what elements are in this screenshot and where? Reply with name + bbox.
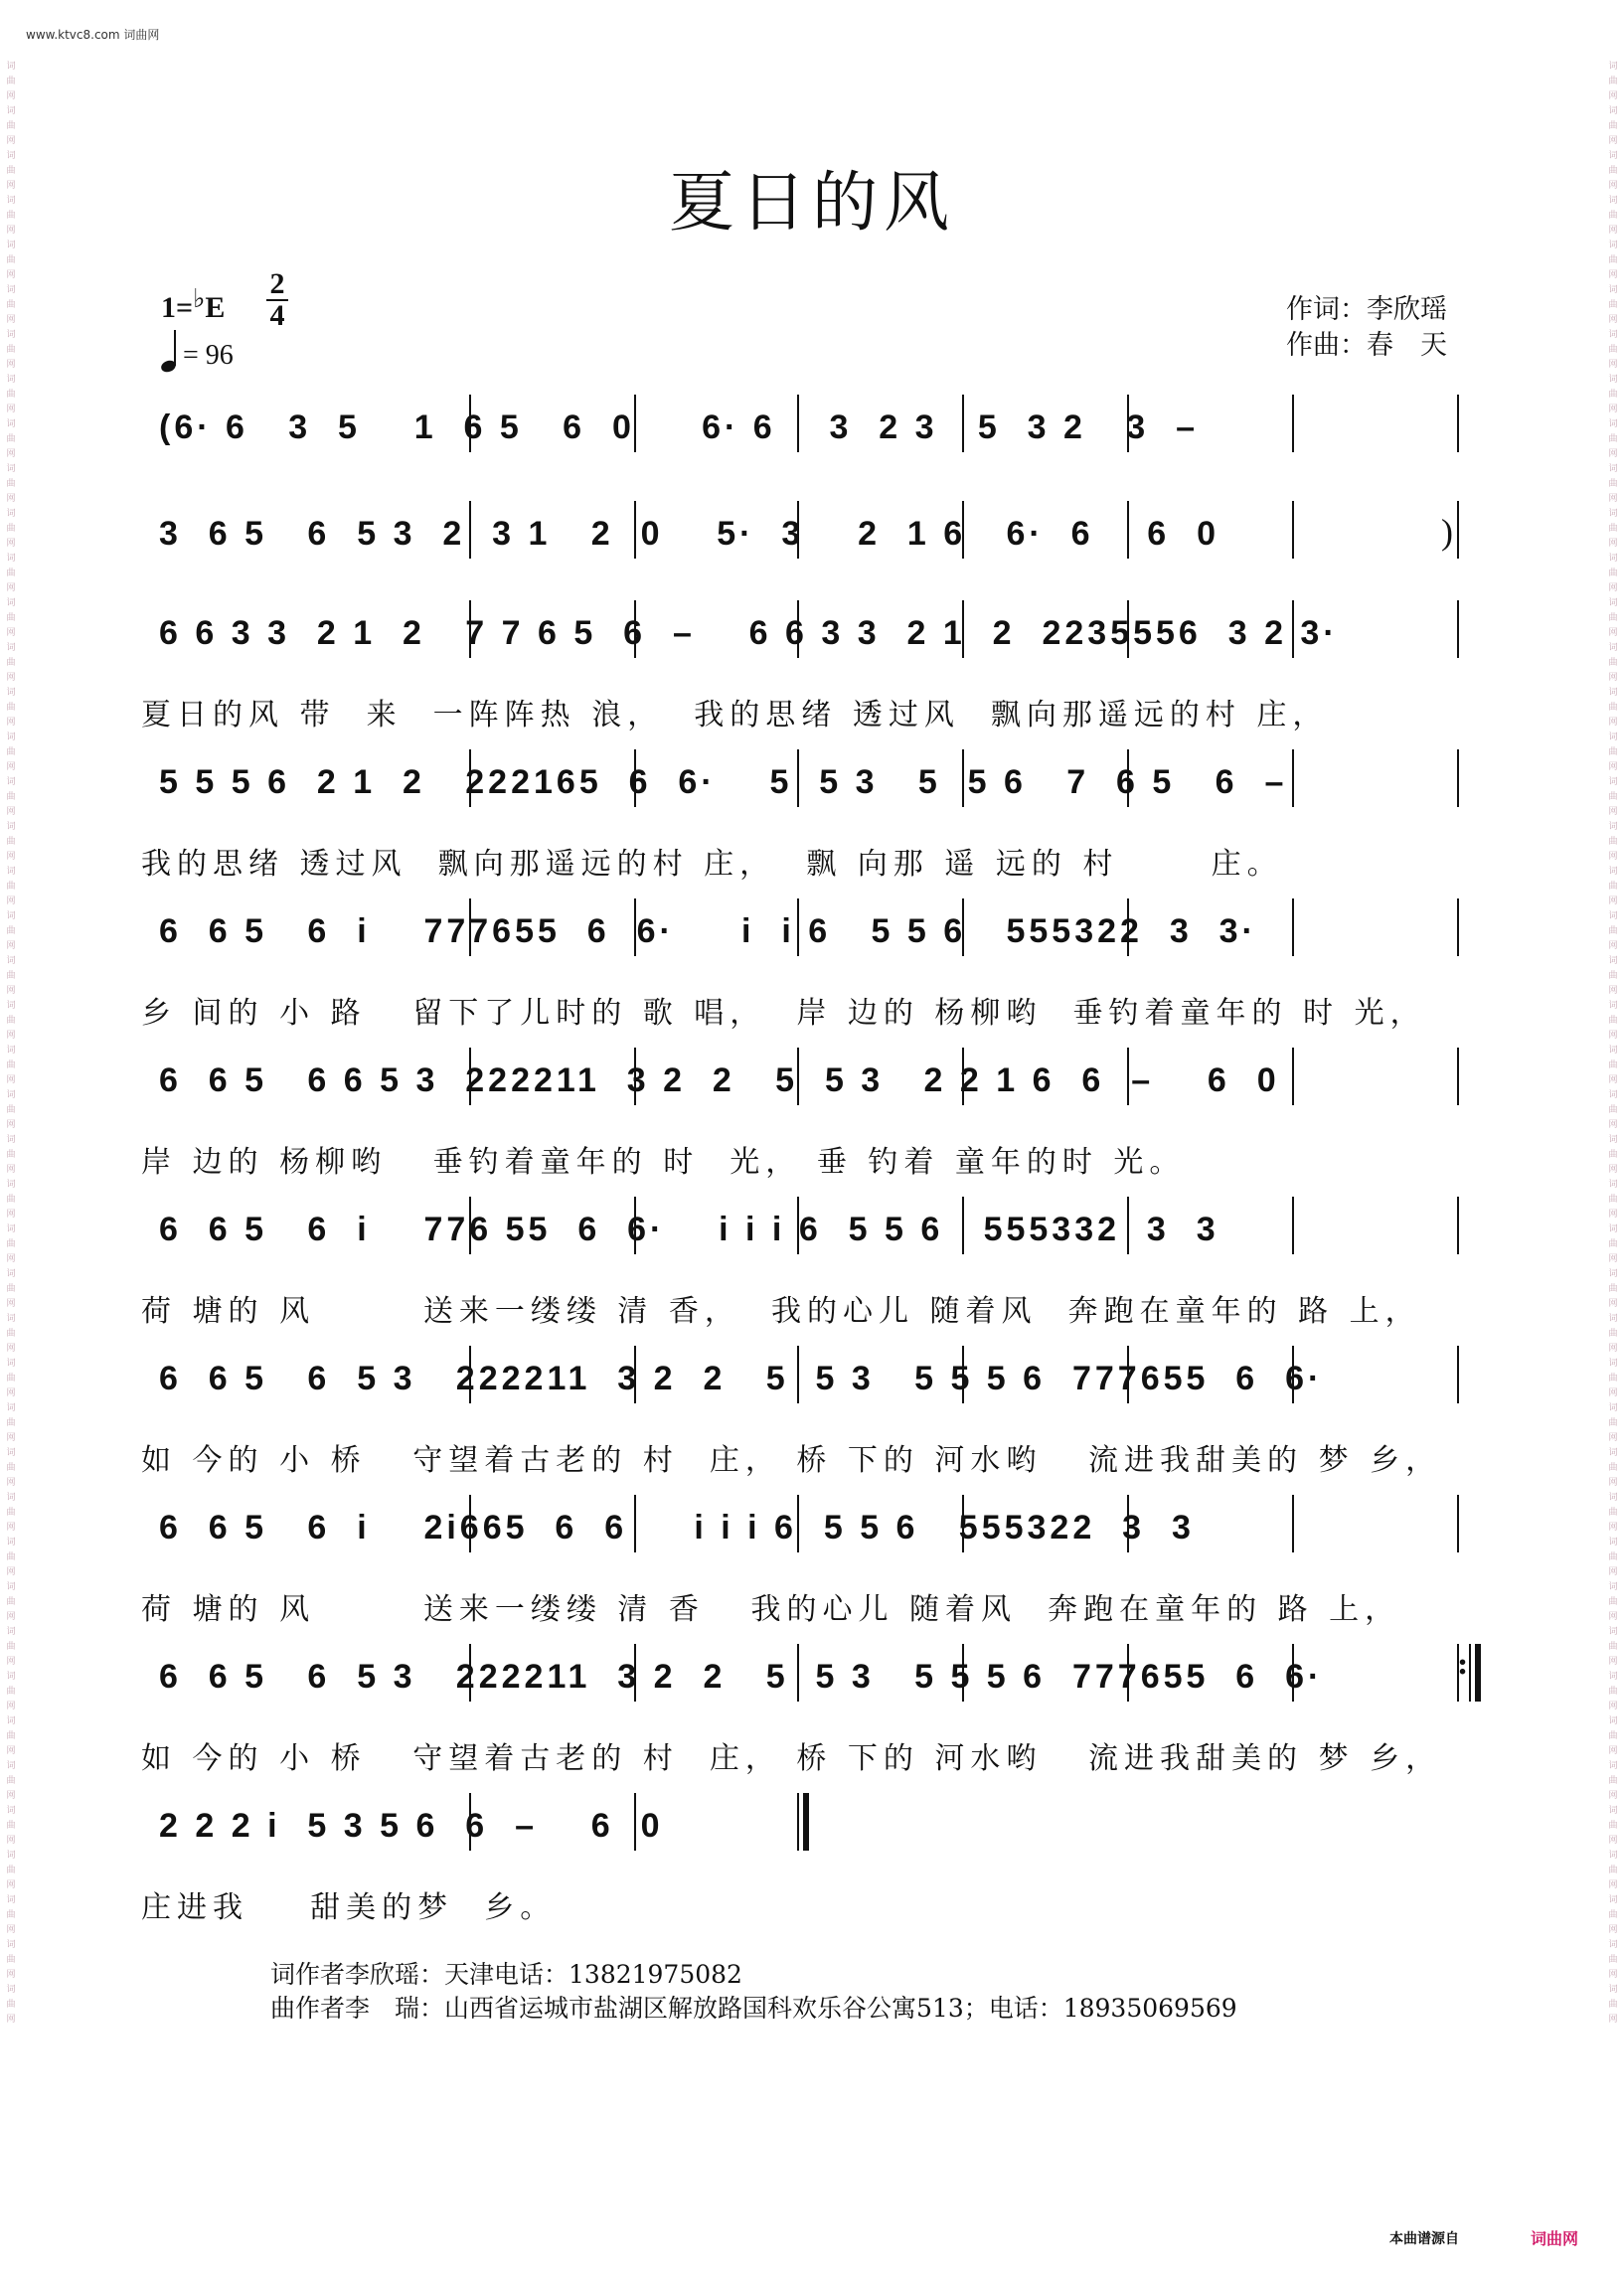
jianpu-notes: 3 6 5 6 5 3 2 3 1 2 0 5· 3 2 1 6 6· 6 6 0 [159,515,1220,553]
jianpu-notes: 6 6 5 6 i 777655 6 6· i i 6 5 5 6 555322 3 3· [159,912,1257,950]
song-title: 夏日的风 [669,164,955,241]
jianpu-notes: 6 6 5 6 6 5 3 222211 3 2 2 5 5 3 2 2 1 6 6 – 6 0 [159,1061,1280,1099]
lyrics-line: 荷 塘的 风 送来一缕缕 清 香， 我的心儿 随着风 奔跑在童年的 路 上， [141,1294,1421,1329]
footer-line-composer: 曲作者李 瑞：山西省运城市盐湖区解放路国科欢乐谷公寓513；电话：18935069569 [270,1994,1237,2023]
footer-line-lyricist: 词作者李欣瑶：天津电话：13821975082 [270,1960,742,1989]
jianpu-notes: 5 5 5 6 2 1 2 222165 6 6· 5 5 3 5 5 6 7 6 5 6 – [159,763,1288,801]
time-signature: 2 4 [266,270,288,330]
site-label: www.ktvc8.com 词曲网 [26,28,160,42]
source-label: 本曲谱源自 [1389,2231,1459,2247]
jianpu-notes: (6· 6 3 5 1 6 5 6 0 6· 6 3 2 3 5 3 2 3 – [159,408,1199,446]
closing-parenthesis: ) [1441,512,1453,552]
lyrics-line: 夏日的风 带 来 一阵阵热 浪， 我的思绪 透过风 飘向那遥远的村 庄， [141,698,1329,732]
lyrics-line: 庄进我 甜美的梦 乡。 [141,1890,557,1925]
composer: 作曲：春 天 [1286,330,1447,361]
jianpu-notes: 6 6 3 3 2 1 2 7 7 6 5 6 – 6 6 3 3 2 1 2 2235556 3 2 3· [159,614,1339,652]
lyrics-line: 乡 间的 小 路 留下了儿时的 歌 唱， 岸 边的 杨柳哟 垂钓着童年的 时 光， [141,996,1426,1031]
jianpu-notes: 6 6 5 6 5 3 222211 3 2 2 5 5 3 5 5 5 6 777655 6 6· [159,1360,1324,1397]
lyrics-line: 荷 塘的 风 送来一缕缕 清 香 我的心儿 随着风 奔跑在童年的 路 上， [141,1592,1401,1627]
lyricist: 作词：李欣瑶 [1286,294,1447,325]
lyrics-line: 如 今的 小 桥 守望着古老的 村 庄， 桥 下的 河水哟 流进我甜美的 梦 乡， [141,1443,1442,1478]
lyrics-line: 岸 边的 杨柳哟 垂钓着童年的 时 光， 垂 钓着 童年的时 光。 [141,1145,1186,1180]
jianpu-notes: 6 6 5 6 i 776 55 6 6· i i i 6 5 5 6 555332 3 3 [159,1211,1219,1248]
footer-contacts [270,1958,1237,2026]
jianpu-notes: 6 6 5 6 i 2i665 6 6 i i i 6 5 5 6 555322 3 3 [159,1509,1195,1546]
key-signature: 1=♭E [161,284,226,324]
lyrics-line: 我的思绪 透过风 飘向那遥远的村 庄， 飘 向那 遥 远的 村 庄。 [141,847,1283,882]
jianpu-notes: 6 6 5 6 5 3 222211 3 2 2 5 5 3 5 5 5 6 777655 6 6· [159,1658,1324,1696]
side-watermark-right: 词曲网词曲网词曲网词曲网词曲网词曲网词曲网词曲网词曲网词曲网词曲网词曲网词曲网词曲网词曲网词曲网词曲网词曲网词曲网词曲网词曲网词曲网词曲网词曲网词曲网词曲网词曲网词曲网词曲网词曲网词曲网词曲网词曲网词曲网词曲网词曲网词曲网词曲网词曲网词曲网词曲网词曲网词曲网词曲网 [1608,62,1618,2025]
credits [1286,292,1447,364]
quarter-note-icon [161,330,177,372]
side-watermark-left: 词曲网词曲网词曲网词曲网词曲网词曲网词曲网词曲网词曲网词曲网词曲网词曲网词曲网词曲网词曲网词曲网词曲网词曲网词曲网词曲网词曲网词曲网词曲网词曲网词曲网词曲网词曲网词曲网词曲网词曲网词曲网词曲网词曲网词曲网词曲网词曲网词曲网词曲网词曲网词曲网词曲网词曲网词曲网词曲网 [6,62,16,2025]
tempo-marking: = 96 [161,330,234,372]
lyrics-line: 如 今的 小 桥 守望着古老的 村 庄， 桥 下的 河水哟 流进我甜美的 梦 乡， [141,1741,1442,1776]
jianpu-notes: 2 2 2 i 5 3 5 6 6 – 6 0 [159,1807,664,1845]
source-brand: 词曲网 [1531,2229,1579,2248]
